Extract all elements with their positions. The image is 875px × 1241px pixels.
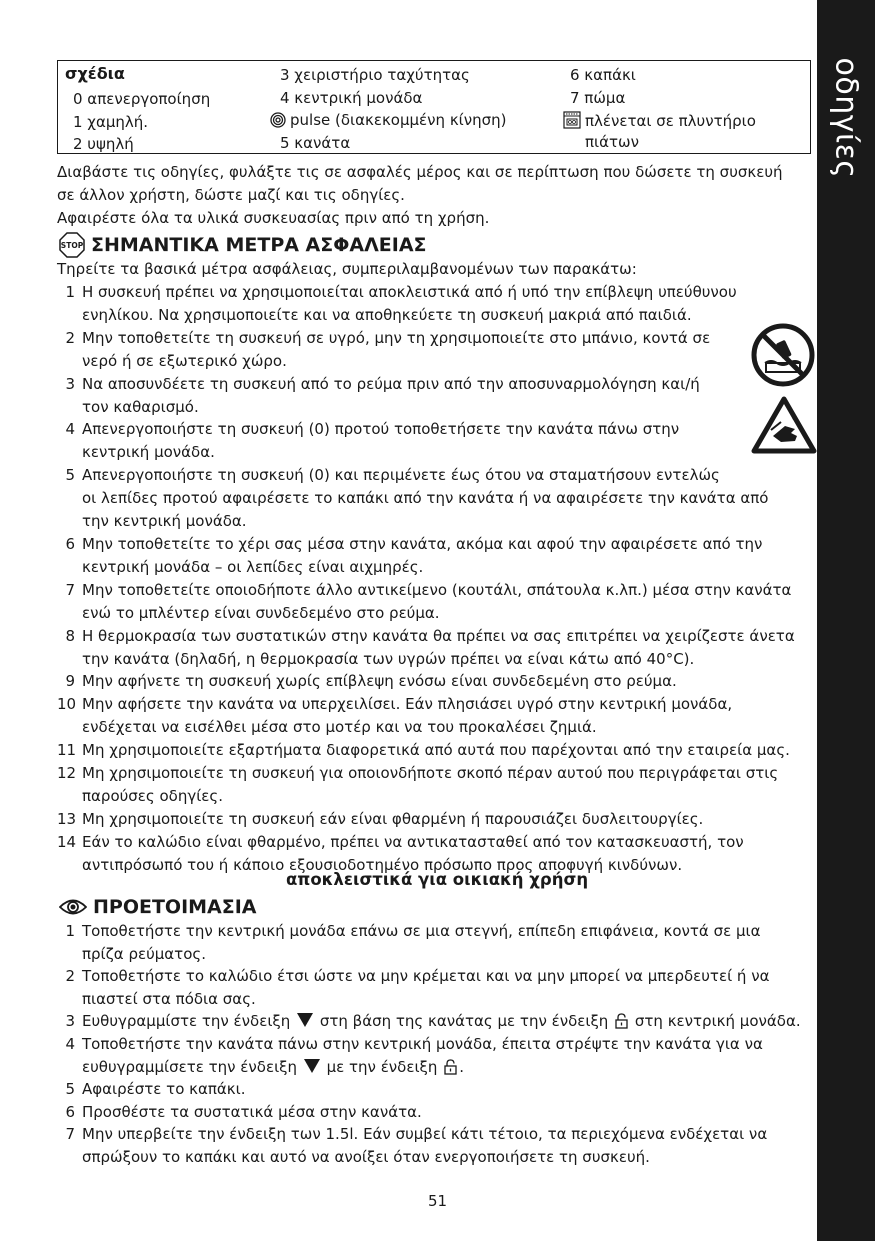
safety-item-line: αντιπρόσωπό του ή κάποιο εξουσιοδοτημένο πρόσωπο προς αποφυγή κινδύνων. bbox=[82, 855, 683, 874]
safety-item-line: τον καθαρισμό. bbox=[82, 397, 199, 416]
safety-item-line: Μην τοποθετείτε τη συσκευή σε υγρό, μην τη χρησιμοποιείτε στο μπάνιο, κοντά σε bbox=[82, 328, 711, 347]
part-jug: 5 κανάτα bbox=[280, 134, 351, 152]
safety-list bbox=[57, 281, 817, 877]
no-water-immersion-icon bbox=[751, 323, 815, 387]
safety-item bbox=[57, 579, 817, 625]
part-speed-control: 3 χειριστήριο ταχύτητας bbox=[280, 66, 470, 84]
safety-item-number: 7 bbox=[65, 580, 75, 599]
safety-item bbox=[57, 693, 817, 739]
part-off: 0 απενεργοποίηση bbox=[73, 90, 211, 108]
safety-item bbox=[57, 464, 817, 533]
safety-item-line: Εάν το καλώδιο είναι φθαρμένο, πρέπει να αντικατασταθεί από τον κατασκευαστή, τον bbox=[82, 832, 744, 851]
prep-item-number: 1 bbox=[65, 922, 75, 940]
prep-item-number: 4 bbox=[65, 1034, 75, 1053]
parts-legend bbox=[57, 60, 811, 154]
prep-item bbox=[57, 1010, 817, 1033]
safety-item-line: Η συσκευή πρέπει να χρησιμοποιείται αποκλειστικά από ή υπό την επίβλεψη υπεύθυνου bbox=[82, 283, 737, 301]
preparation-list bbox=[57, 920, 817, 1169]
prep-text: με την ένδειξη bbox=[326, 1057, 438, 1076]
safety-item-number: 3 bbox=[65, 374, 75, 393]
safety-item-line: Η θερμοκρασία των συστατικών στην κανάτα θα πρέπει να σας επιτρέπει να χειρίζεστε άνετα bbox=[82, 626, 795, 645]
safety-item-line: την κεντρική μονάδα. bbox=[82, 512, 247, 531]
safety-heading-text: ΣΗΜΑΝΤΙΚΑ ΜΕΤΡΑ ΑΣΦΑΛΕΙΑΣ bbox=[91, 234, 427, 256]
safety-item-line: Απενεργοποιήστε τη συσκευή (0) προτού τοποθετήσετε την κανάτα πάνω στην bbox=[82, 420, 680, 439]
parts-title: σχέδια bbox=[65, 64, 125, 83]
lock-icon bbox=[615, 1013, 628, 1029]
safety-item-number: 11 bbox=[57, 741, 77, 760]
safety-item-number: 4 bbox=[65, 420, 75, 439]
part-high: 2 υψηλή bbox=[73, 135, 134, 153]
prep-item-line bbox=[82, 1010, 817, 1033]
safety-item-number: 10 bbox=[57, 695, 77, 714]
prep-item bbox=[57, 1123, 817, 1168]
part-filler-cap: 7 πώμα bbox=[570, 89, 626, 107]
prep-item-number: 7 bbox=[65, 1125, 75, 1144]
prep-item-line: Τοποθετήστε την κεντρική μονάδα επάνω σε μια στεγνή, επίπεδη επιφάνεια, κοντά σε μια bbox=[82, 922, 761, 940]
triangle-marker-icon bbox=[297, 1013, 313, 1027]
prep-item bbox=[57, 1101, 817, 1124]
part-pulse-label: pulse (διακεκομμένη κίνηση) bbox=[290, 111, 507, 129]
safety-item-line: Μην αφήνετε τη συσκευή χωρίς επίβλεψη ενόσω είναι συνδεδεμένη στο ρεύμα. bbox=[82, 672, 677, 691]
safety-item-number: 12 bbox=[57, 764, 77, 783]
safety-item-number: 6 bbox=[65, 534, 75, 553]
safety-item-line: Να αποσυνδέετε τη συσκευή από το ρεύμα πριν από την αποσυναρμολόγηση και/ή bbox=[82, 374, 700, 393]
side-tab bbox=[817, 0, 875, 1241]
safety-item-line: Μη χρησιμοποιείτε τη συσκευή εάν είναι φθαρμένη ή παρουσιάζει δυσλειτουργίες. bbox=[82, 809, 704, 828]
prep-item-line: Προσθέστε τα συστατικά μέσα στην κανάτα. bbox=[82, 1102, 422, 1121]
prep-item-number: 2 bbox=[65, 967, 75, 986]
safety-item-line: νερό ή σε εξωτερικό χώρο. bbox=[82, 351, 287, 370]
part-lid: 6 καπάκι bbox=[570, 66, 636, 84]
part-low: 1 χαμηλή. bbox=[73, 113, 149, 131]
prep-text: στη κεντρική μονάδα. bbox=[634, 1012, 801, 1031]
part-dishwasher bbox=[563, 111, 756, 130]
prep-text: . bbox=[459, 1057, 464, 1076]
safety-item bbox=[57, 670, 817, 693]
safety-item-line: οι λεπίδες προτού αφαιρέσετε το καπάκι από την κανάτα ή να αφαιρέσετε την κανάτα από bbox=[82, 489, 769, 508]
preparation-heading bbox=[59, 896, 257, 918]
prep-text: στη βάση της κανάτας με την ένδειξη bbox=[319, 1012, 609, 1031]
safety-item bbox=[57, 373, 817, 419]
prep-item bbox=[57, 1033, 817, 1078]
lock-icon bbox=[444, 1059, 457, 1075]
safety-item-line: κεντρική μονάδα – οι λεπίδες είναι αιχμηρές. bbox=[82, 557, 424, 576]
safety-item-line: Μην αφήσετε την κανάτα να υπερχειλίσει. Εάν πλησιάσει υγρό στην κεντρική μονάδα, bbox=[82, 695, 733, 714]
safety-intro: Τηρείτε τα βασικά μέτρα ασφάλειας, συμπεριλαμβανομένων των παρακάτω: bbox=[57, 260, 637, 278]
part-dishwasher-label: πλένεται σε πλυντήριο bbox=[585, 112, 756, 130]
prep-item-line: πρίζα ρεύματος. bbox=[82, 944, 206, 963]
safety-item-number: 5 bbox=[65, 466, 75, 485]
blade-hazard-icon bbox=[751, 396, 817, 454]
safety-item-line: την κανάτα (δηλαδή, η θερμοκρασία των υγρών πρέπει να είναι κάτω από 40°C). bbox=[82, 649, 695, 668]
intro-line-2: σε άλλον χρήστη, δώστε μαζί και τις οδηγίες. bbox=[57, 186, 405, 204]
safety-item-line: κεντρική μονάδα. bbox=[82, 443, 215, 462]
page-number: 51 bbox=[427, 1192, 448, 1210]
side-tab-label: οδηγίες bbox=[828, 57, 864, 179]
preparation-heading-text: ΠΡΟΕΤΟΙΜΑΣΙΑ bbox=[93, 896, 257, 918]
safety-item-line: ενδέχεται να εισέλθει μέσα στο μοτέρ και να του προκαλέσει ζημιά. bbox=[82, 718, 597, 737]
household-use-note: αποκλειστικά για οικιακή χρήση bbox=[285, 870, 589, 889]
safety-item-number: 9 bbox=[65, 672, 75, 691]
safety-item-number: 8 bbox=[65, 626, 75, 645]
dishwasher-icon bbox=[563, 111, 581, 129]
safety-item bbox=[57, 327, 817, 373]
prep-item bbox=[57, 1078, 817, 1101]
prep-item bbox=[57, 965, 817, 1010]
safety-item-line: Μη χρησιμοποιείτε τη συσκευή για οποιονδήποτε σκοπό πέραν αυτού που περιγράφεται στις bbox=[82, 764, 779, 783]
part-dishwasher-label-2: πιάτων bbox=[585, 133, 639, 151]
intro-line-3: Αφαιρέστε όλα τα υλικά συσκευασίας πριν από τη χρήση. bbox=[57, 209, 490, 227]
prep-item-number: 3 bbox=[65, 1012, 75, 1031]
prep-item-number: 5 bbox=[65, 1080, 75, 1099]
stop-icon bbox=[59, 232, 85, 258]
safety-item bbox=[57, 762, 817, 808]
safety-item-number: 13 bbox=[57, 809, 77, 828]
safety-item-line: Μην τοποθετείτε οποιοδήποτε άλλο αντικείμενο (κουτάλι, σπάτουλα κ.λπ.) μέσα στην κανάτα bbox=[82, 580, 792, 599]
safety-item-line: ενηλίκου. Να χρησιμοποιείτε και να αποθηκεύετε τη συσκευή μακριά από παιδιά. bbox=[82, 305, 692, 324]
prep-item-line: Τοποθετήστε το καλώδιο έτσι ώστε να μην κρέμεται και να μην μπορεί να μπερδευτεί ή να bbox=[82, 967, 770, 986]
intro-line-1: Διαβάστε τις οδηγίες, φυλάξτε τις σε ασφαλές μέρος και σε περίπτωση που δώσετε τη συσκευή bbox=[57, 163, 783, 181]
prep-text: Ευθυγραμμίστε την ένδειξη bbox=[82, 1012, 291, 1031]
prep-item-line: Τοποθετήστε την κανάτα πάνω στην κεντρική μονάδα, έπειτα στρέψτε την κανάτα για να bbox=[82, 1034, 763, 1053]
part-pulse bbox=[270, 111, 506, 129]
eye-icon bbox=[59, 898, 87, 916]
prep-item-number: 6 bbox=[65, 1102, 75, 1121]
safety-item bbox=[57, 808, 817, 831]
prep-text: ευθυγραμμίσετε την ένδειξη bbox=[82, 1057, 298, 1076]
safety-item bbox=[57, 533, 817, 579]
part-motor-unit: 4 κεντρική μονάδα bbox=[280, 89, 423, 107]
prep-item-line bbox=[82, 1056, 817, 1079]
safety-item-line: Μη χρησιμοποιείτε εξαρτήματα διαφορετικά από αυτά που παρέχονται από την εταιρεία μας. bbox=[82, 741, 790, 760]
prep-item-line: πιαστεί στα πόδια σας. bbox=[82, 989, 256, 1008]
safety-heading bbox=[59, 232, 427, 258]
safety-item-line: παρούσες οδηγίες. bbox=[82, 786, 223, 805]
stop-icon-label: STOP bbox=[60, 241, 84, 250]
safety-item-line: ενώ το μπλέντερ είναι συνδεδεμένο στο ρεύμα. bbox=[82, 603, 440, 622]
safety-item-line: Μην τοποθετείτε το χέρι σας μέσα στην κανάτα, ακόμα και αφού την αφαιρέσετε από την bbox=[82, 534, 763, 553]
pulse-icon bbox=[270, 112, 286, 128]
safety-item-line: Απενεργοποιήστε τη συσκευή (0) και περιμένετε έως ότου να σταματήσουν εντελώς bbox=[82, 466, 720, 485]
prep-item-line: Μην υπερβείτε την ένδειξη των 1.5l. Εάν συμβεί κάτι τέτοιο, τα περιεχόμενα ενδέχεται να bbox=[82, 1125, 768, 1144]
safety-item-number: 1 bbox=[65, 283, 75, 301]
prep-item bbox=[57, 920, 817, 965]
prep-item-line: Αφαιρέστε το καπάκι. bbox=[82, 1080, 246, 1099]
safety-item bbox=[57, 418, 817, 464]
triangle-marker-icon bbox=[304, 1059, 320, 1073]
safety-item bbox=[57, 625, 817, 671]
safety-item-number: 14 bbox=[57, 832, 77, 851]
prep-item-line: σπρώξουν το καπάκι και αυτό να ανοίξει όταν ενεργοποιήσετε τη συσκευή. bbox=[82, 1147, 650, 1166]
safety-item-number: 2 bbox=[65, 328, 75, 347]
safety-item bbox=[57, 739, 817, 762]
safety-item bbox=[57, 281, 817, 327]
